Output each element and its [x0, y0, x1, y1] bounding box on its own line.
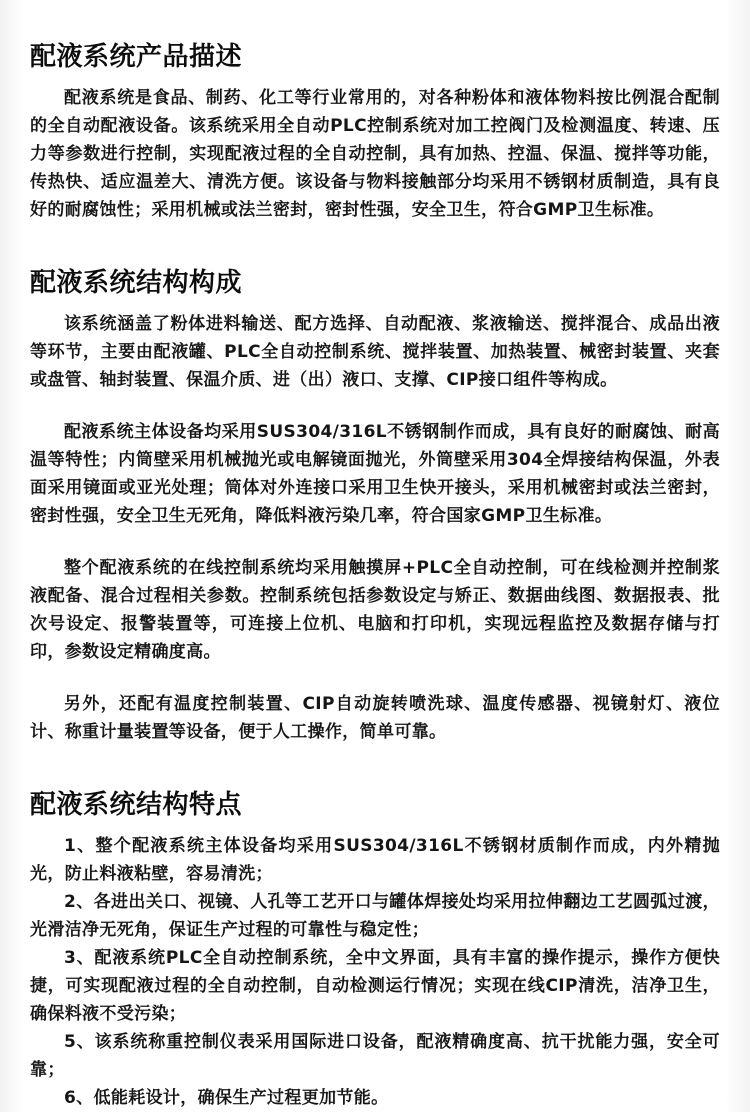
section-body	[30, 310, 720, 746]
feature-item-1: 1、整个配液系统主体设备均采用SUS304/316L不锈钢材质制作而成，内外精抛光，防止料液粘壁，容易清洗；	[30, 836, 720, 884]
section-structure-composition	[30, 268, 720, 746]
section-structure-features	[30, 790, 720, 1112]
feature-item-2: 2、各进出关口、视镜、人孔等工艺开口与罐体焊接处均采用拉伸翻边工艺圆弧过渡，光滑洁净无死角，保证生产过程的可靠性与稳定性；	[30, 892, 720, 940]
section-body	[30, 84, 720, 224]
paragraph-composition-overview: 该系统涵盖了粉体进料输送、配方选择、自动配液、浆液输送、搅拌混合、成品出液等环节，主要由配液罐、PLC全自动控制系统、搅拌装置、加热装置、械密封装置、夹套或盘管、轴封装置、保温介质、进（出）液口、支撑、CIP接口组件等构成。	[30, 314, 720, 390]
paragraph-product-description: 配液系统是食品、制药、化工等行业常用的，对各种粉体和液体物料按比例混合配制的全自动配液设备。该系统采用全自动PLC控制系统对加工控阀门及检测温度、转速、压力等参数进行控制，实现配液过程的全自动控制，具有加热、控温、保温、搅拌等功能，传热快、适应温差大、清洗方便。该设备与物料接触部分均采用不锈钢材质制造，具有良好的耐腐蚀性；采用机械或法兰密封，密封性强，安全卫生，符合GMP卫生标准。	[30, 88, 720, 220]
heading-structure-features: 配液系统结构特点	[30, 790, 243, 820]
heading-product-description: 配液系统产品描述	[30, 42, 243, 72]
section-product-description	[30, 42, 720, 224]
paragraph-accessories: 另外，还配有温度控制装置、CIP自动旋转喷洗球、温度传感器、视镜射灯、液位计、称重计量装置等设备，便于人工操作，简单可靠。	[30, 694, 720, 742]
heading-structure-composition: 配液系统结构构成	[30, 268, 243, 298]
feature-item-3: 3、配液系统PLC全自动控制系统，全中文界面，具有丰富的操作提示，操作方便快捷，可实现配液过程的全自动控制，自动检测运行情况；实现在线CIP清洗，洁净卫生，确保料液不受污染；	[30, 948, 720, 1024]
feature-item-5: 5、该系统称重控制仪表采用国际进口设备，配液精确度高、抗干扰能力强，安全可靠；	[30, 1032, 720, 1080]
paragraph-material-spec: 配液系统主体设备均采用SUS304/316L不锈钢制作而成，具有良好的耐腐蚀、耐高温等特性；内筒壁采用机械抛光或电解镜面抛光，外筒壁采用304全焊接结构保温，外表面采用镜面或亚光处理；筒体对外连接口采用卫生快开接头，采用机械密封或法兰密封，密封性强，安全卫生无死角，降低料液污染几率，符合国家GMP卫生标准。	[30, 422, 720, 526]
paragraph-control-system: 整个配液系统的在线控制系统均采用触摸屏+PLC全自动控制，可在线检测并控制浆液配备、混合过程相关参数。控制系统包括参数设定与矫正、数据曲线图、数据报表、批次号设定、报警装置等，可连接上位机、电脑和打印机，实现远程监控及数据存储与打印，参数设定精确度高。	[30, 558, 720, 662]
section-body	[30, 832, 720, 1112]
feature-item-6: 6、低能耗设计，确保生产过程更加节能。	[64, 1088, 389, 1108]
